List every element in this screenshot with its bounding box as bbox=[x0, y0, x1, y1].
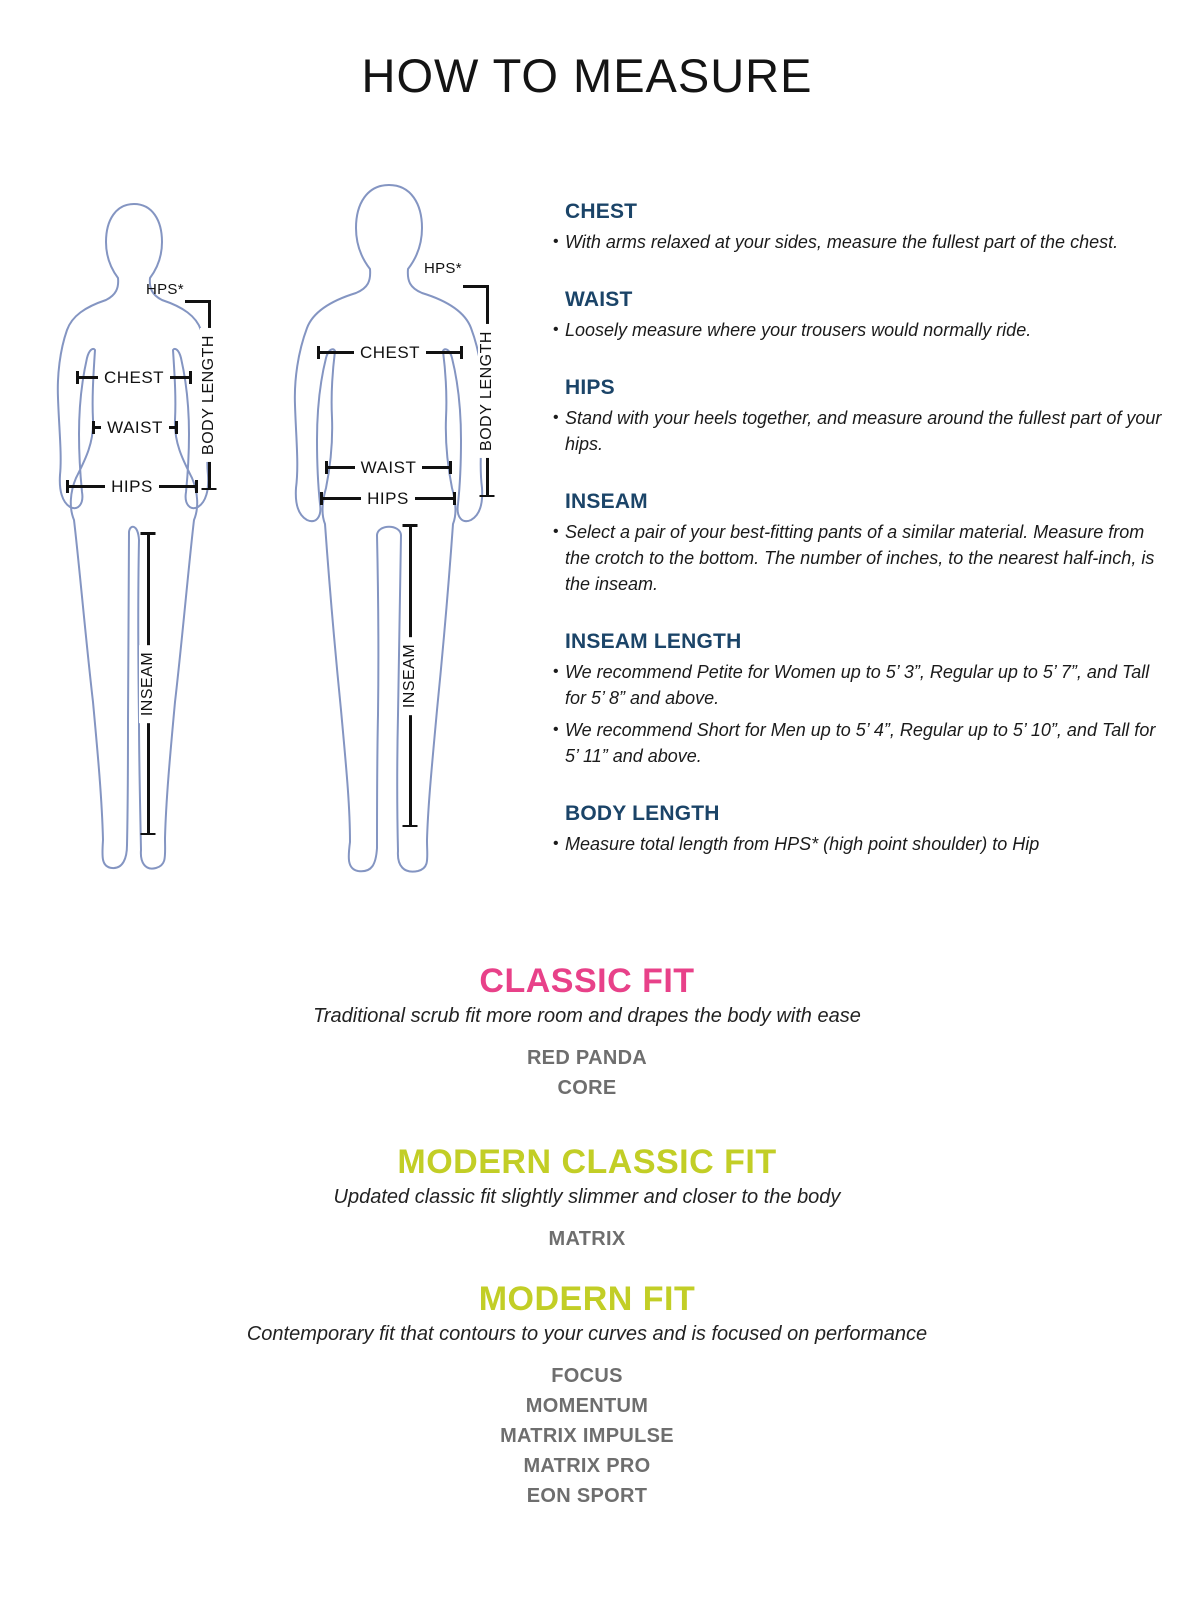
tick-right bbox=[460, 346, 463, 359]
bullet-item: • Measure total length from HPS* (high point shoulder) to Hip bbox=[553, 831, 1165, 857]
male-hips-measure bbox=[320, 488, 456, 508]
product-item: MOMENTUM bbox=[525, 1395, 649, 1417]
product-item: MATRIX PRO bbox=[523, 1455, 651, 1477]
fit-description: Contemporary fit that contours to your curves and is focused on performance bbox=[246, 1323, 928, 1345]
female-body-length-measure bbox=[200, 300, 218, 490]
measure-instructions bbox=[553, 200, 1165, 890]
fit-description: Updated classic fit slightly slimmer and closer to the body bbox=[333, 1186, 841, 1208]
section-heading: INSEAM bbox=[565, 490, 648, 513]
male-waist-measure bbox=[325, 457, 452, 477]
male-chest-label: CHEST bbox=[359, 342, 421, 362]
section-heading: WAIST bbox=[565, 288, 633, 311]
section-heading: CHEST bbox=[565, 200, 638, 223]
instruction-section-inseam-length bbox=[553, 630, 1165, 769]
section-heading: BODY LENGTH bbox=[565, 802, 720, 825]
fit-section-modern-classic bbox=[0, 1143, 1174, 1254]
female-chest-label: CHEST bbox=[103, 367, 165, 387]
female-hips-label: HIPS bbox=[111, 476, 153, 496]
tick-right bbox=[453, 492, 456, 505]
female-chest-measure bbox=[76, 367, 192, 387]
male-chest-measure bbox=[317, 342, 463, 362]
male-figure-outline bbox=[295, 185, 483, 872]
tick-right bbox=[195, 480, 198, 493]
bullet-item: • Stand with your heels together, and measure around the fullest part of your hips. bbox=[553, 405, 1165, 457]
fit-product-list bbox=[0, 1043, 1174, 1103]
male-body-length-measure bbox=[478, 285, 496, 497]
fit-section-classic bbox=[0, 962, 1174, 1103]
fit-name: MODERN CLASSIC FIT bbox=[397, 1143, 777, 1181]
fit-description: Traditional scrub fit more room and drapes the body with ease bbox=[313, 1005, 861, 1027]
product-item: FOCUS bbox=[551, 1365, 623, 1387]
bullet-item: • We recommend Short for Men up to 5’ 4”, Regular up to 5’ 10”, and Tall for 5’ 11” and above. bbox=[553, 717, 1165, 769]
female-inseam-label: INSEAM bbox=[139, 644, 157, 722]
female-figure-outline bbox=[58, 204, 210, 869]
tick-right bbox=[449, 461, 452, 474]
product-item: RED PANDA bbox=[526, 1047, 648, 1069]
female-inseam-measure bbox=[139, 532, 157, 835]
fit-product-list bbox=[0, 1361, 1174, 1511]
female-waist-measure bbox=[92, 417, 178, 437]
product-item: CORE bbox=[557, 1077, 617, 1099]
female-body-length-label: BODY LENGTH bbox=[200, 328, 218, 462]
fit-product-list bbox=[0, 1224, 1174, 1254]
male-hps-label: HPS* bbox=[424, 260, 462, 277]
instruction-section-waist bbox=[553, 288, 1165, 343]
male-waist-label: WAIST bbox=[360, 457, 417, 477]
tick-right bbox=[189, 371, 192, 384]
fit-name: CLASSIC FIT bbox=[479, 962, 695, 1000]
section-heading: HIPS bbox=[565, 376, 615, 399]
fit-section-modern bbox=[0, 1280, 1174, 1511]
male-hips-label: HIPS bbox=[367, 488, 409, 508]
instruction-section-hips bbox=[553, 376, 1165, 457]
fit-name: MODERN FIT bbox=[478, 1280, 696, 1318]
male-inseam-measure bbox=[401, 524, 419, 827]
male-inseam-label: INSEAM bbox=[401, 636, 419, 714]
product-item: EON SPORT bbox=[526, 1485, 648, 1507]
measurement-figures bbox=[0, 0, 540, 900]
product-item: MATRIX IMPULSE bbox=[500, 1425, 674, 1447]
page-title: HOW TO MEASURE bbox=[361, 49, 813, 102]
male-body-length-label: BODY LENGTH bbox=[478, 324, 496, 458]
female-hips-measure bbox=[66, 476, 198, 496]
female-hps-label: HPS* bbox=[146, 281, 184, 298]
female-waist-label: WAIST bbox=[107, 417, 163, 437]
bullet-item: • With arms relaxed at your sides, measure the fullest part of the chest. bbox=[553, 229, 1165, 255]
bullet-item: • Loosely measure where your trousers would normally ride. bbox=[553, 317, 1165, 343]
instruction-section-inseam bbox=[553, 490, 1165, 597]
instruction-section-chest bbox=[553, 200, 1165, 255]
bullet-item: • Select a pair of your best-fitting pants of a similar material. Measure from the crotch to the bottom. The number of inches, to the nearest half-inch, is the inseam. bbox=[553, 519, 1165, 597]
tick-right bbox=[175, 421, 178, 434]
instruction-section-body-length bbox=[553, 802, 1165, 857]
product-item: MATRIX bbox=[548, 1228, 626, 1250]
section-heading: INSEAM LENGTH bbox=[565, 630, 742, 653]
bullet-item: • We recommend Petite for Women up to 5’ 3”, Regular up to 5’ 7”, and Tall for 5’ 8” and above. bbox=[553, 659, 1165, 711]
